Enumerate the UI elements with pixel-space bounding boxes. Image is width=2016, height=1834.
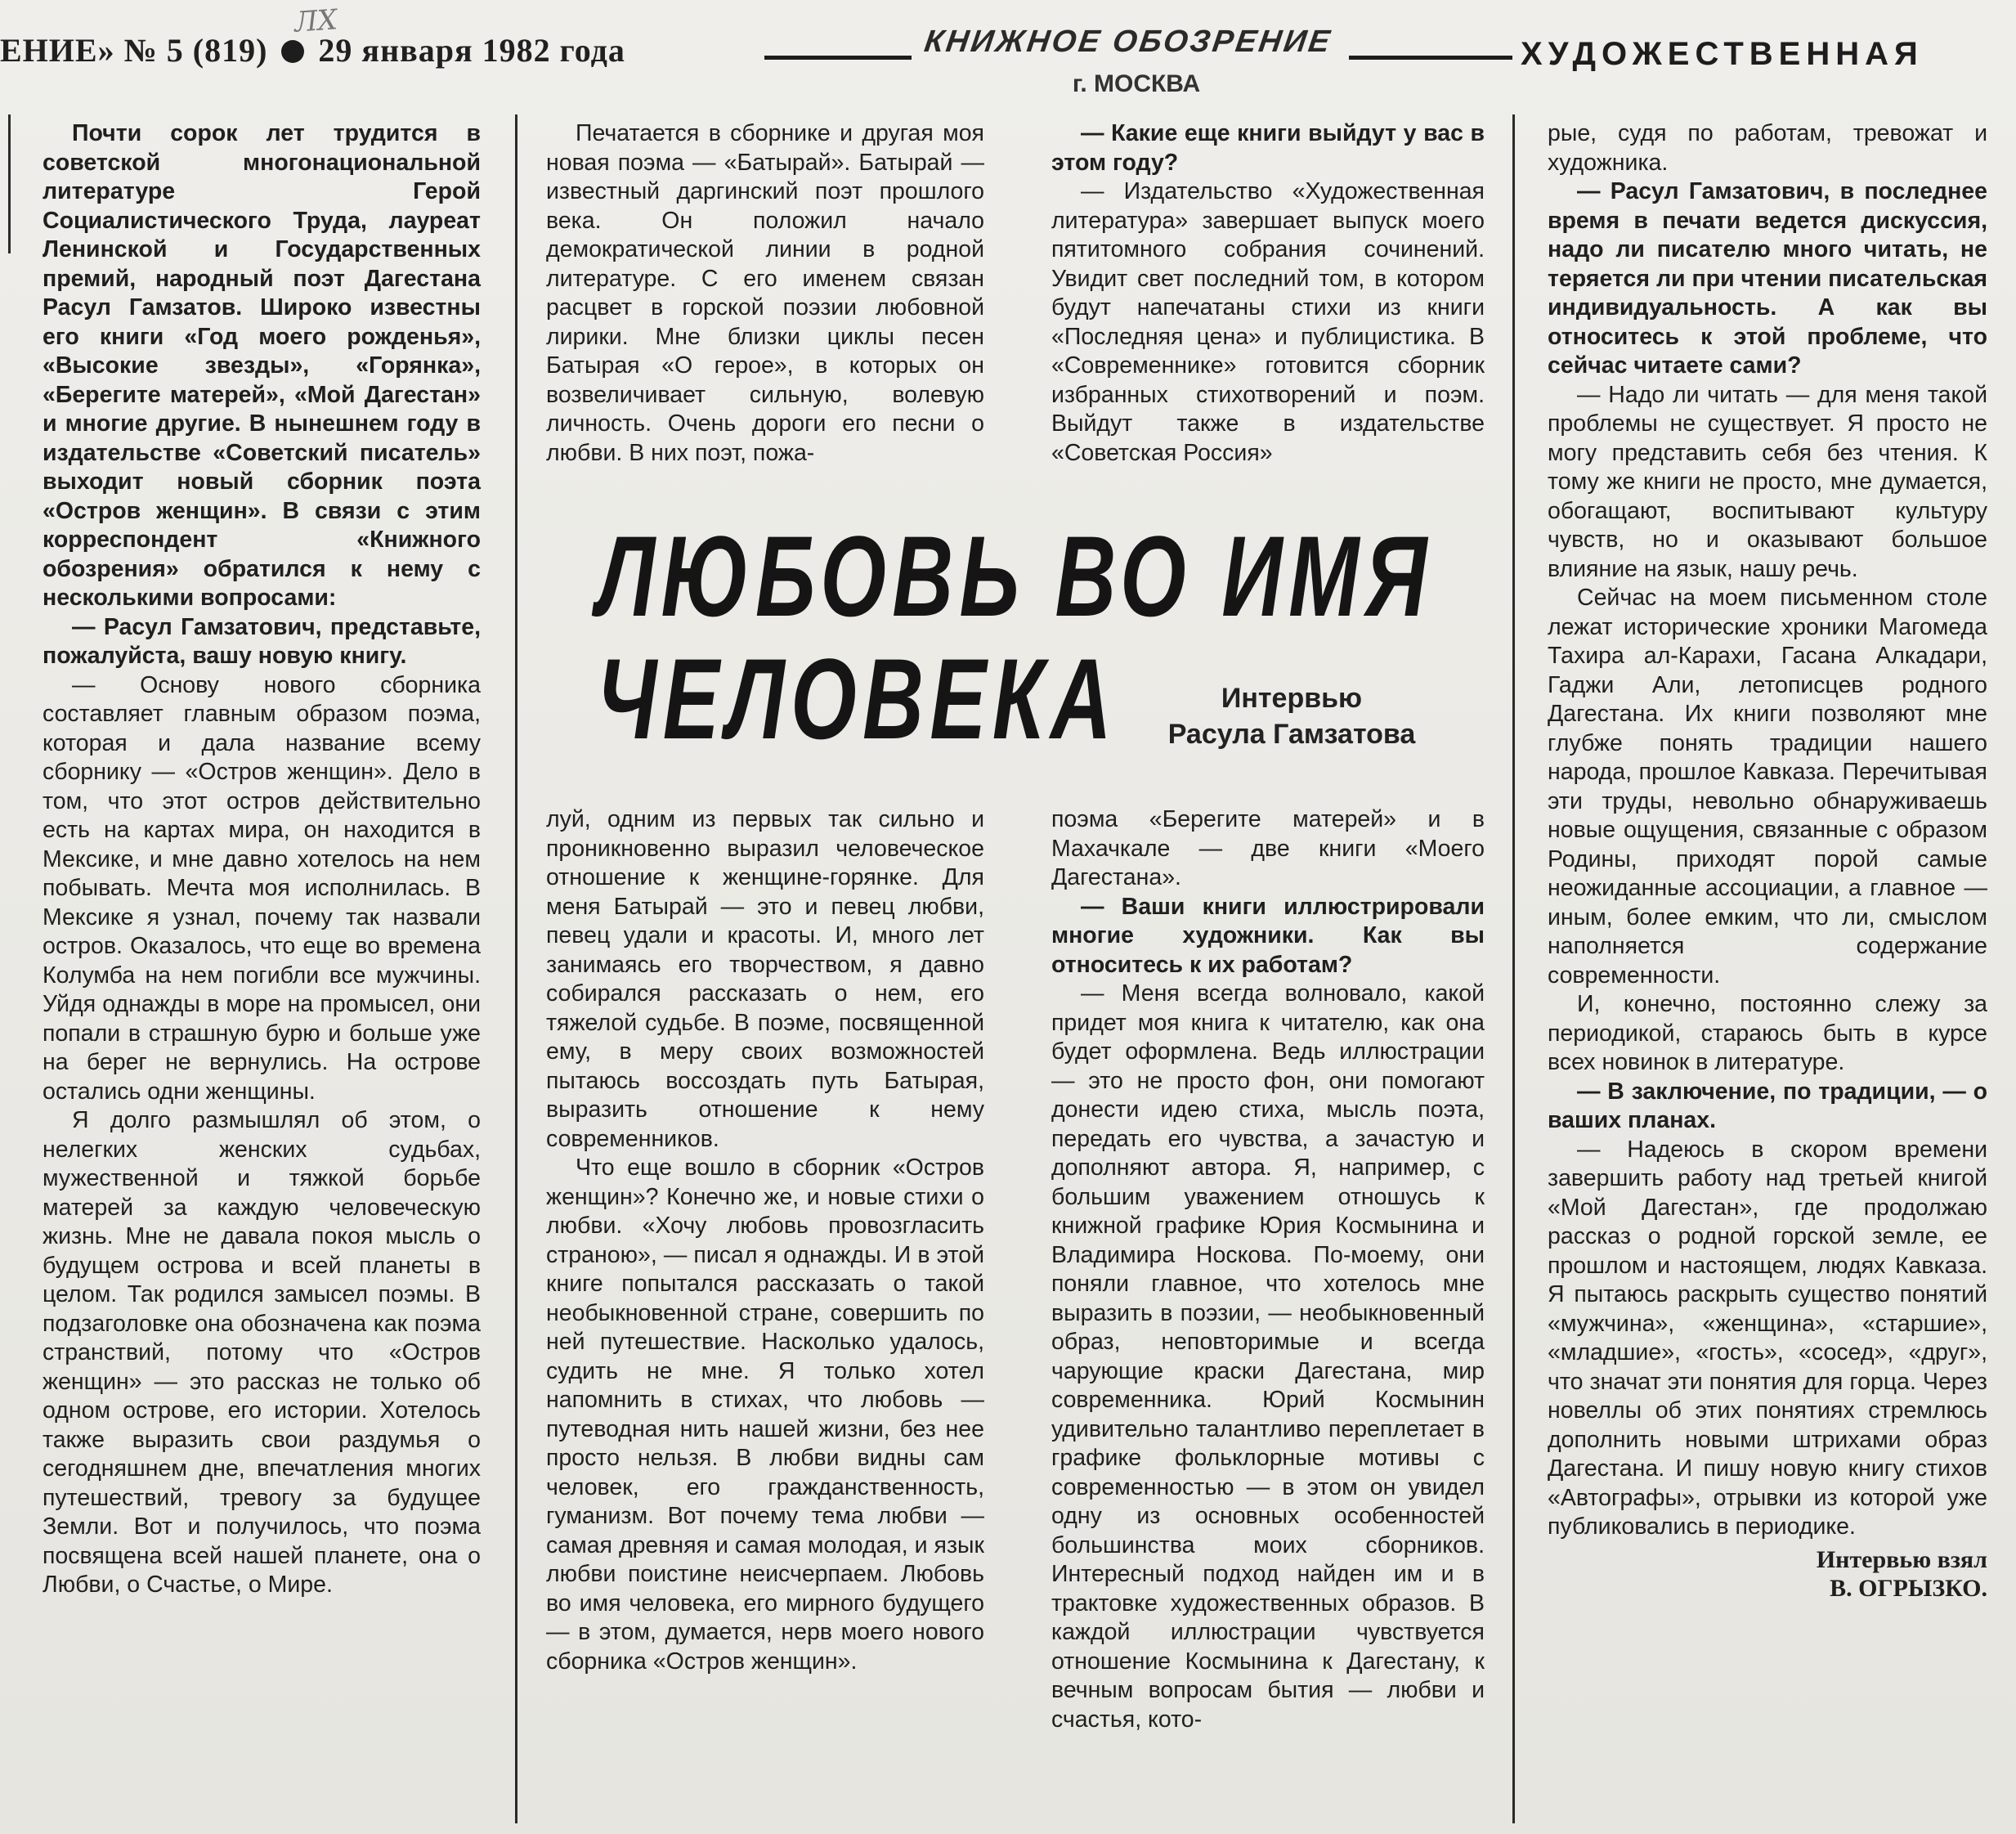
handwritten-note: ЛХ <box>293 3 338 39</box>
answer-4-continued: Сейчас на моем письменном столе лежат исторические хроники Магомеда Тахира ал-Карахи, Гасана Алкадари, Гаджи Али, летописцев родного Дагестана. Их книги позволяют мне глубже понять традиции нашего народа, прошлое Кавказа. Перечитывая эти труды, невольно обнаруживаешь новые ощущения, связанные с образом Родины, приходят порой самые неожиданные ассоциации, а главное — иным, более емким, что ли, смыслом наполняется содержание современности. <box>1548 585 1987 989</box>
byline-label: Интервью взял <box>1816 1545 1987 1573</box>
issue-date: 29 января 1982 года <box>318 32 625 69</box>
answer-3-continued: рые, судя по работам, тревожат и художника. <box>1548 120 1987 176</box>
column-divider-1 <box>515 114 517 1823</box>
column-1 <box>43 119 481 1600</box>
column-4 <box>1548 119 1987 1603</box>
masthead <box>0 0 2016 110</box>
question-3: — Ваши книги иллюстрировали многие художники. Как вы относитесь к их работам? <box>1051 893 1485 978</box>
answer-4: — Надо ли читать — для меня такой проблемы не существует. Я просто не могу представить себя без чтения. К тому же книги не просто, мне думается, обогащают, воспитывают культуру чувств, но и оказывают большое влияние на язык, нашу речь. <box>1548 381 1987 582</box>
question-2: — Какие еще книги выйдут у вас в этом году? <box>1051 120 1485 176</box>
column-2-top <box>546 119 984 468</box>
answer-1: — Основу нового сборника составляет главным образом поэма, которая и дала название всему сборнику — «Остров женщин». Дело в том, что этот остров действительно есть на картах мира, он находится в Мексике, и мне давно хотелось на нем побывать. Мечта моя исполнилась. В Мексике я узнал, почему так назвали остров. Оказалось, что еще во времена Колумба на нем погибли все мужчины. Уйдя однажды в море на промысел, они попали в страшную бурю и больше уже на берег не вернулись. На острове остались одни женщины. <box>43 671 481 1105</box>
intro-paragraph: Почти сорок лет трудится в советской многонациональной литературе Герой Социалистического Труда, лауреат Ленинской и Государственных премий, народный поэт Дагестана Расул Гамзатов. Широко известны его книги «Год моего рожденья», «Высокие звезды», «Горянка», «Берегите матерей», «Мой Дагестан» и многие другие. В нынешнем году в издательстве «Советский писатель» выходит новый сборник поэта «Остров женщин». В связи с этим корреспондент «Книжного обозрения» обратился к нему с несколькими вопросами: <box>43 120 481 611</box>
answer-2: — Издательство «Художественная литература» завершает выпуск моего пятитомного собрания сочинений. Увидит свет последний том, в котором будут напечатаны стихи из книги «Последняя цена» и публицистика. В «Современнике» готовится сборник избранных стихотворений и поэм. Выйдут также в издательстве «Советская Россия» <box>1051 178 1485 466</box>
question-4: — Расул Гамзатович, в последнее время в печати ведется дискуссия, надо ли писателю много читать, не теряется ли при чтении писательская индивидуальность. А как вы относитесь к этой проблеме, что сейчас читаете сами? <box>1548 178 1987 379</box>
subheadline-line-2: Расула Гамзатова <box>1167 719 1416 750</box>
section-title: ХУДОЖЕСТВЕННАЯ <box>1521 36 1924 72</box>
answer-4-periodicals: И, конечно, постоянно слежу за периодикой, стараюсь быть в курсе всех новинок в литературе. <box>1548 991 1987 1075</box>
headline-line-1: ЛЮБОВЬ ВО ИМЯ <box>597 512 1433 640</box>
headline-line-2: ЧЕЛОВЕКА <box>597 635 1118 763</box>
left-edge-rule <box>8 114 11 253</box>
column-divider-3 <box>1512 114 1515 1823</box>
byline-author: В. ОГРЫЗКО. <box>1830 1575 1987 1602</box>
question-5: — В заключение, по традиции, — о ваших планах. <box>1548 1078 1987 1133</box>
collection-paragraph: Что еще вошло в сборник «Остров женщин»? Конечно же, и новые стихи о любви. «Хочу любовь провозгласить страною», — писал я однажды. И в этой книге попытался рассказать о такой необыкновенной стране, совершить по ней путешествие. Насколько удалось, судить не мне. Я только хотел напомнить в стихах, что любовь — путеводная нить нашей жизни, без нее просто нельзя. В любви видны сам человек, его гражданственность, гуманизм. Вот почему тема любви — самая древняя и самая молодая, и язык любви поистине неисчерпаем. Любовь во имя человека, его мирного будущего — в этом, думается, нерв моего нового сборника «Остров женщин». <box>546 1155 984 1675</box>
newspaper-title: КНИЖНОЕ ОБОЗРЕНИЕ <box>922 25 1335 59</box>
masthead-rule-right <box>1349 56 1512 60</box>
masthead-rule-left <box>764 56 912 60</box>
byline <box>1548 1545 1987 1603</box>
subheadline-line-1: Интервью <box>1221 683 1363 714</box>
issue-number: ЕНИЕ» № 5 (819) <box>0 32 268 69</box>
answer-3: — Меня всегда волновало, какой придет моя книга к читателю, как она будет оформлена. Ведь иллюстрации — это не просто фон, они помогают донести идею стиха, мысль поэта, передать его чувства, а зачастую и дополняют автора. Я, например, с большим уважением отношусь к книжной графике Юрия Космынина и Владимира Носкова. По-моему, они поняли главное, что хотелось мне выразить в поэзии, — необыкновенный образ, неповторимые и всегда чарующие краски Дагестана, мир современника. Юрий Космынин удивительно талантливо переплетает в графике фольклорные мотивы с современностью — в этом он увидел одну из основных особенностей большинства моих сборников. Интересный подход найден им и в трактовке художественных образов. В каждой иллюстрации чувствуется отношение Космынина к Дагестану, к вечным вопросам бытия — любви и счастья, кото- <box>1051 980 1485 1733</box>
column-2-bottom <box>546 805 984 1676</box>
subheadline <box>1128 680 1455 752</box>
question-1: — Расул Гамзатович, представьте, пожалуйста, вашу новую книгу. <box>43 613 481 669</box>
answer-2-continued: поэма «Берегите матерей» и в Махачкале — две книги «Моего Дагестана». <box>1051 806 1485 890</box>
city-label: г. МОСКВА <box>1072 70 1201 97</box>
answer-1-continued: Я долго размышлял об этом, о нелегких женских судьбах, мужественной и тяжкой борьбе матерей за каждую человеческую жизнь. Мне не давала покоя мысль о будущем острова и всей планеты в целом. Так родился замысел поэмы. В подзаголовке она обозначена как поэма странствий, потому что «Остров женщин» — это рассказ не только об одном острове, его истории. Хотелось также выразить свои раздумья о сегодняшнем дне, впечатления многих путешествий, тревогу за будущее Земли. Вот и получилось, что поэма посвящена всей нашей планете, она о Любви, о Счастье, о Мире. <box>43 1107 481 1598</box>
answer-5: — Надеюсь в скором времени завершить работу над третьей книгой «Мой Дагестан», где продолжаю рассказ о родной горской земле, ее прошлом и настоящем, людях Кавказа. Я пытаюсь раскрыть существо понятий «мужчина», «женщина», «старшие», «младшие», «гость», «сосед», «друг», что значат эти понятия для горца. Через новеллы об этих понятиях стремлюсь дополнить новыми штрихами образ Дагестана. И пишу новую книгу стихов «Автографы», отрывки из которой уже публиковались в периодике. <box>1548 1136 1987 1540</box>
batyray-paragraph: Печатается в сборнике и другая моя новая поэма — «Батырай». Батырай — известный даргинский поэт прошлого века. Он положил начало демократической линии в родной литературе. С его именем связан расцвет в горской поэзии любовной лирики. Мне близки циклы песен Батырая «О герое», в которых он возвеличивает сильную, волевую личность. Очень дороги его песни о любви. В них поэт, пожа- <box>546 120 984 466</box>
issue-line <box>0 31 625 70</box>
bullet-icon <box>281 40 304 63</box>
column-3-bottom <box>1051 805 1485 1734</box>
batyray-paragraph-continued: луй, одним из первых так сильно и проникновенно выразил человеческое отношение к женщине-горянке. Для меня Батырай — это и певец любви, певец удали и красоты. И, много лет занимаясь его творчеством, я давно собирался рассказать о нем, его тяжелой судьбе. В поэме, посвященной ему, в меру своих возможностей пытаюсь воссоздать путь Батырая, выразить отношение к нему современников. <box>546 806 984 1152</box>
column-3-top <box>1051 119 1485 468</box>
